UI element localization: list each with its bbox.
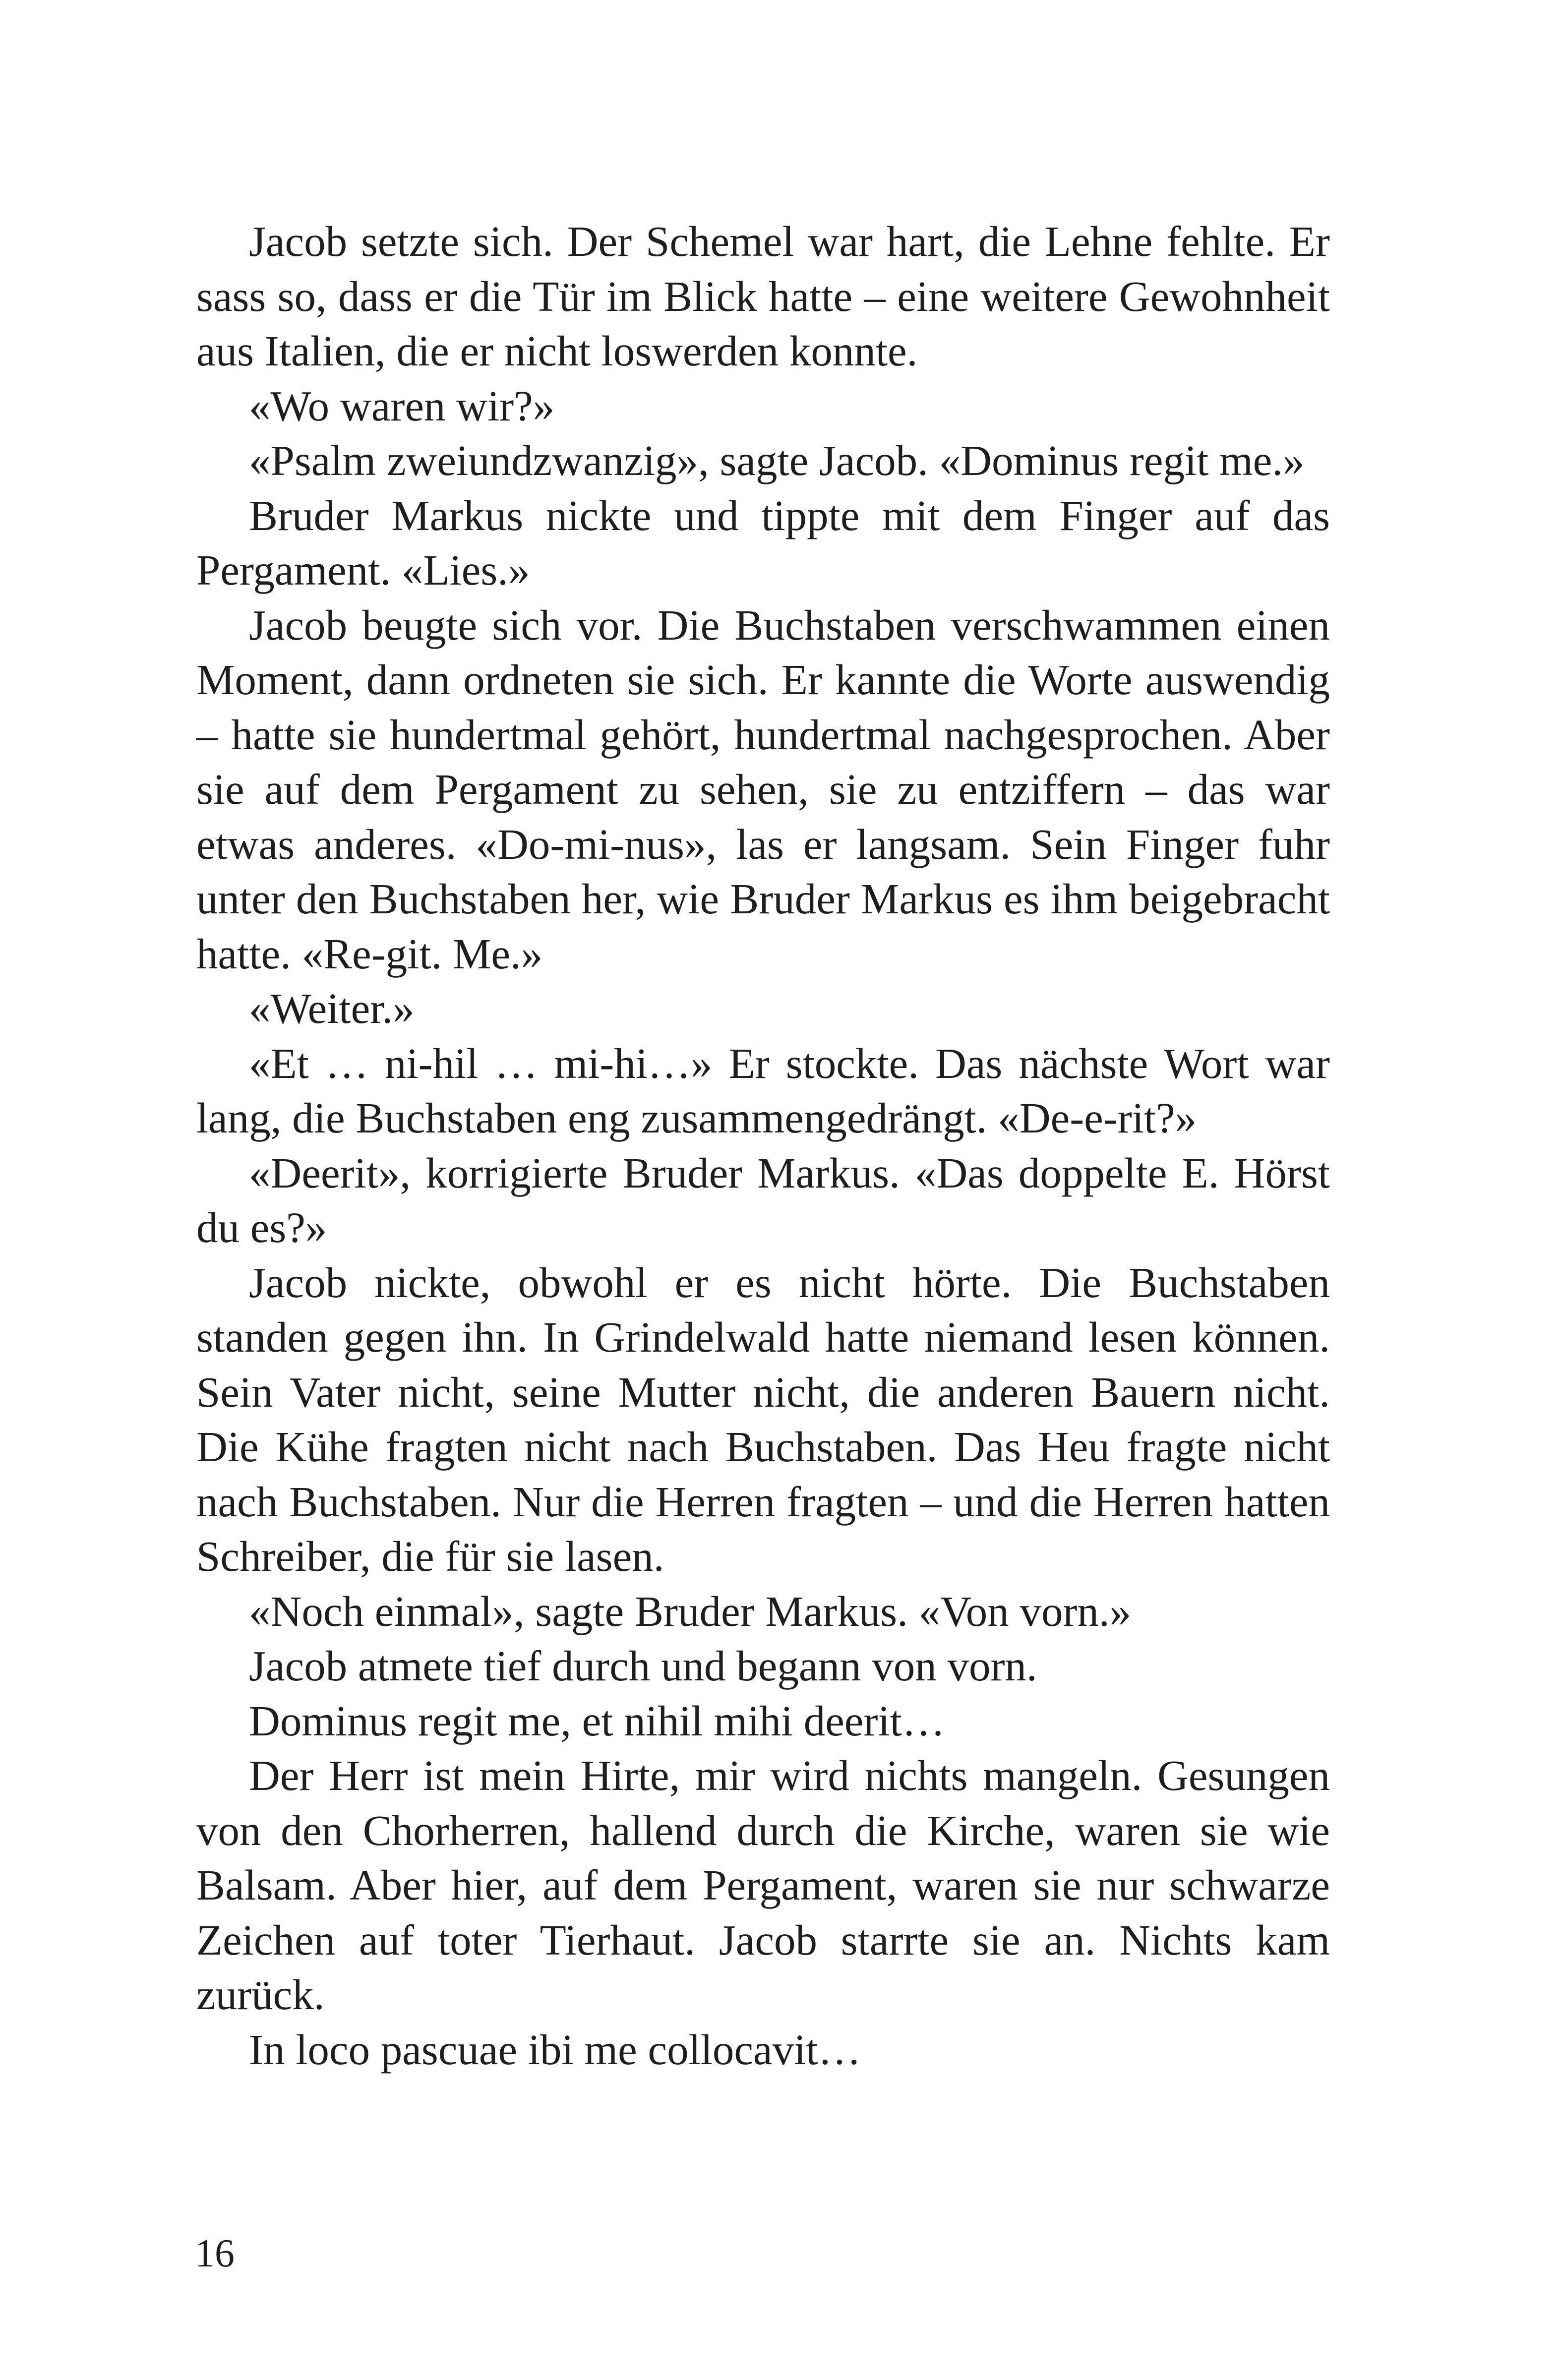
paragraph: Jacob atmete tief durch und begann von vorn.	[249, 1642, 1037, 1690]
paragraph: «Noch einmal», sagte Bruder Markus. «Von vorn.»	[249, 1587, 1132, 1635]
paragraph: «Wo waren wir?»	[249, 381, 555, 430]
paragraph: Jacob beugte sich vor. Die Buchstaben verschwammen einen Moment, dann ordneten sie sich. Er kannte die Worte auswendig – hatte sie hundertmal gehört, hundertmal nachgesprochen. Aber sie auf dem Pergament zu sehen, sie zu entziffern – das war etwas anderes. «Do-mi-nus», las er langsam. Sein Finger fuhr unter den Buchstaben her, wie Bruder Markus es ihm beigebracht hatte. «Re-git. Me.»	[196, 600, 1330, 978]
page-number: 16	[195, 2232, 235, 2275]
paragraph: «Weiter.»	[249, 984, 415, 1032]
paragraph: «Et … ni-hil … mi-hi…» Er stockte. Das nächste Wort war lang, die Buchstaben eng zusammengedrängt. «De-e-rit?»	[196, 1039, 1330, 1142]
paragraph: Bruder Markus nickte und tippte mit dem Finger auf das Pergament. «Lies.»	[196, 491, 1330, 594]
paragraph: Jacob setzte sich. Der Schemel war hart, die Lehne fehlte. Er sass so, dass er die Tür im Blick hatte – eine weitere Gewohnheit aus Italien, die er nicht loswerden konnte.	[196, 217, 1330, 375]
paragraph: «Psalm zweiundzwanzig», sagte Jacob. «Dominus regit me.»	[249, 436, 1305, 484]
paragraph: Jacob nickte, obwohl er es nicht hörte. Die Buchstaben standen gegen ihn. In Grindelwald hatte niemand lesen können. Sein Vater nicht, seine Mutter nicht, die anderen Bauern nicht. Die Kühe fragten nicht nach Buchstaben. Das Heu fragte nicht nach Buchstaben. Nur die Herren fragten – und die Herren hatten Schreiber, die für sie lasen.	[196, 1258, 1330, 1580]
paragraph: «Deerit», korrigierte Bruder Markus. «Das doppelte E. Hörst du es?»	[196, 1148, 1330, 1251]
body-text	[196, 214, 1330, 2077]
paragraph: Dominus regit me, et nihil mihi deerit…	[249, 1696, 945, 1745]
paragraph: Der Herr ist mein Hirte, mir wird nichts mangeln. Gesungen von den Chorherren, hallend durch die Kirche, waren sie wie Balsam. Aber hier, auf dem Pergament, waren sie nur schwarze Zeichen auf toter Tierhaut. Jacob starrte sie an. Nichts kam zurück.	[196, 1751, 1330, 2019]
paragraph: In loco pascuae ibi me collocavit…	[249, 2025, 861, 2074]
